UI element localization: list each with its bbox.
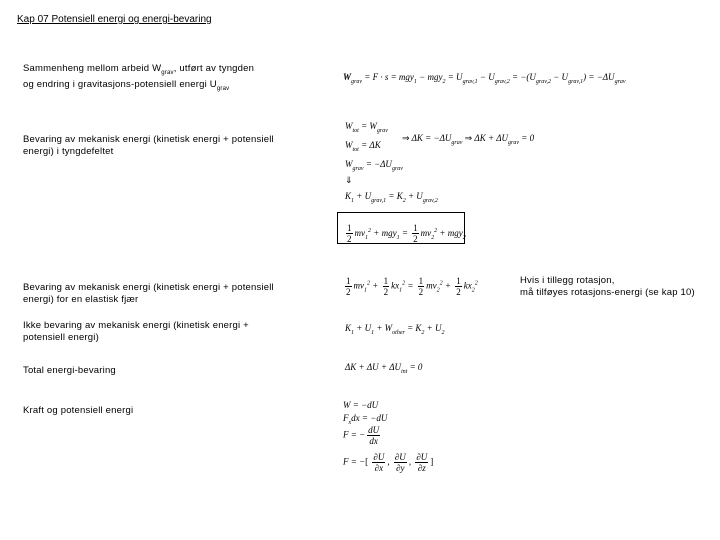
page-title: Kap 07 Potensiell energi og energi-bevaring bbox=[17, 14, 212, 25]
equation-energy-conclusion: ⇒ $\Delta K = -\Delta U_{grav}$ ⇒ $\Delta K + \Delta U_{grav} = 0$ bbox=[402, 133, 535, 146]
down-arrow-icon: ⇓ bbox=[345, 175, 353, 185]
equation-work-system: $W_{tot} = W_{grav}$ $W_{tot} = \Delta K$ $W_{grav} = -\Delta U_{grav}$ bbox=[345, 121, 403, 172]
equation-work-gravity: $W_{grav} = F \cdot s = mgy_1 - mgy_2 = U_{grav,1} - U_{grav,2} = -(U_{grav,2} - U_{grav,1}) = -\Delta U_{grav}$ bbox=[343, 72, 626, 85]
rotation-note: Hvis i tillegg rotasjon, må tilføyes rotasjons-energi (se kap 10) bbox=[520, 275, 695, 298]
row-total-energy-label: Total energi-bevaring bbox=[23, 365, 116, 376]
row-force-potential-label: Kraft og potensiell energi bbox=[23, 405, 134, 416]
equation-force-potential: W = −dU $F_xdx = -dU$ bbox=[343, 400, 388, 426]
row-mech-energy-spring-label: Bevaring av mekanisk energi (kinetisk energi + potensiell energi) for en elastisk fjær bbox=[23, 282, 274, 305]
equation-force-gradient: F = −[ $\frac{\partial U}{\partial x}$ , $\frac{\partial U}{\partial y}$ , $\frac{\partial U}{\partial z}$ ] bbox=[343, 452, 434, 473]
equation-boxed-conservation: $\frac{1}{2}$ $mv_1^2 + mgy_1$ = $\frac{1}{2}$ $mv_2^2 + mgy_2$ bbox=[337, 212, 465, 244]
row-mech-energy-gravity-label: Bevaring av mekanisk energi (kinetisk energi + potensiell energi) i tyngdefeltet bbox=[23, 134, 274, 157]
equation-force-derivative: F = − $\frac{dU}{dx}$ bbox=[343, 425, 380, 446]
equation-nonconservative-work: $K_1 + U_1 + W_{other} = K_2 + U_2$ bbox=[345, 323, 445, 336]
equation-spring-conservation: $\frac{1}{2}$ $mv_1^2$ + $\frac{1}{2}$ $kx_1^2$ = $\frac{1}{2}$ $mv_2^2$ + $\frac{1}{2}$ $kx_2^2$ bbox=[346, 276, 478, 297]
equation-total-energy: $\Delta K + \Delta U + \Delta U_{int} = 0$ bbox=[345, 362, 423, 375]
row-nonconservation-label: Ikke bevaring av mekanisk energi (kinetisk energi + potensiell energi) bbox=[23, 320, 249, 343]
equation-energy-sum: $K_1 + U_{grav,1} = K_2 + U_{grav,2}$ bbox=[345, 191, 438, 204]
row-work-gravity-label: Sammenheng mellom arbeid $W_{grav}$, utført av tyngden og endring i gravitasjons-potensiell energi $U_{grav}$ bbox=[23, 63, 255, 92]
